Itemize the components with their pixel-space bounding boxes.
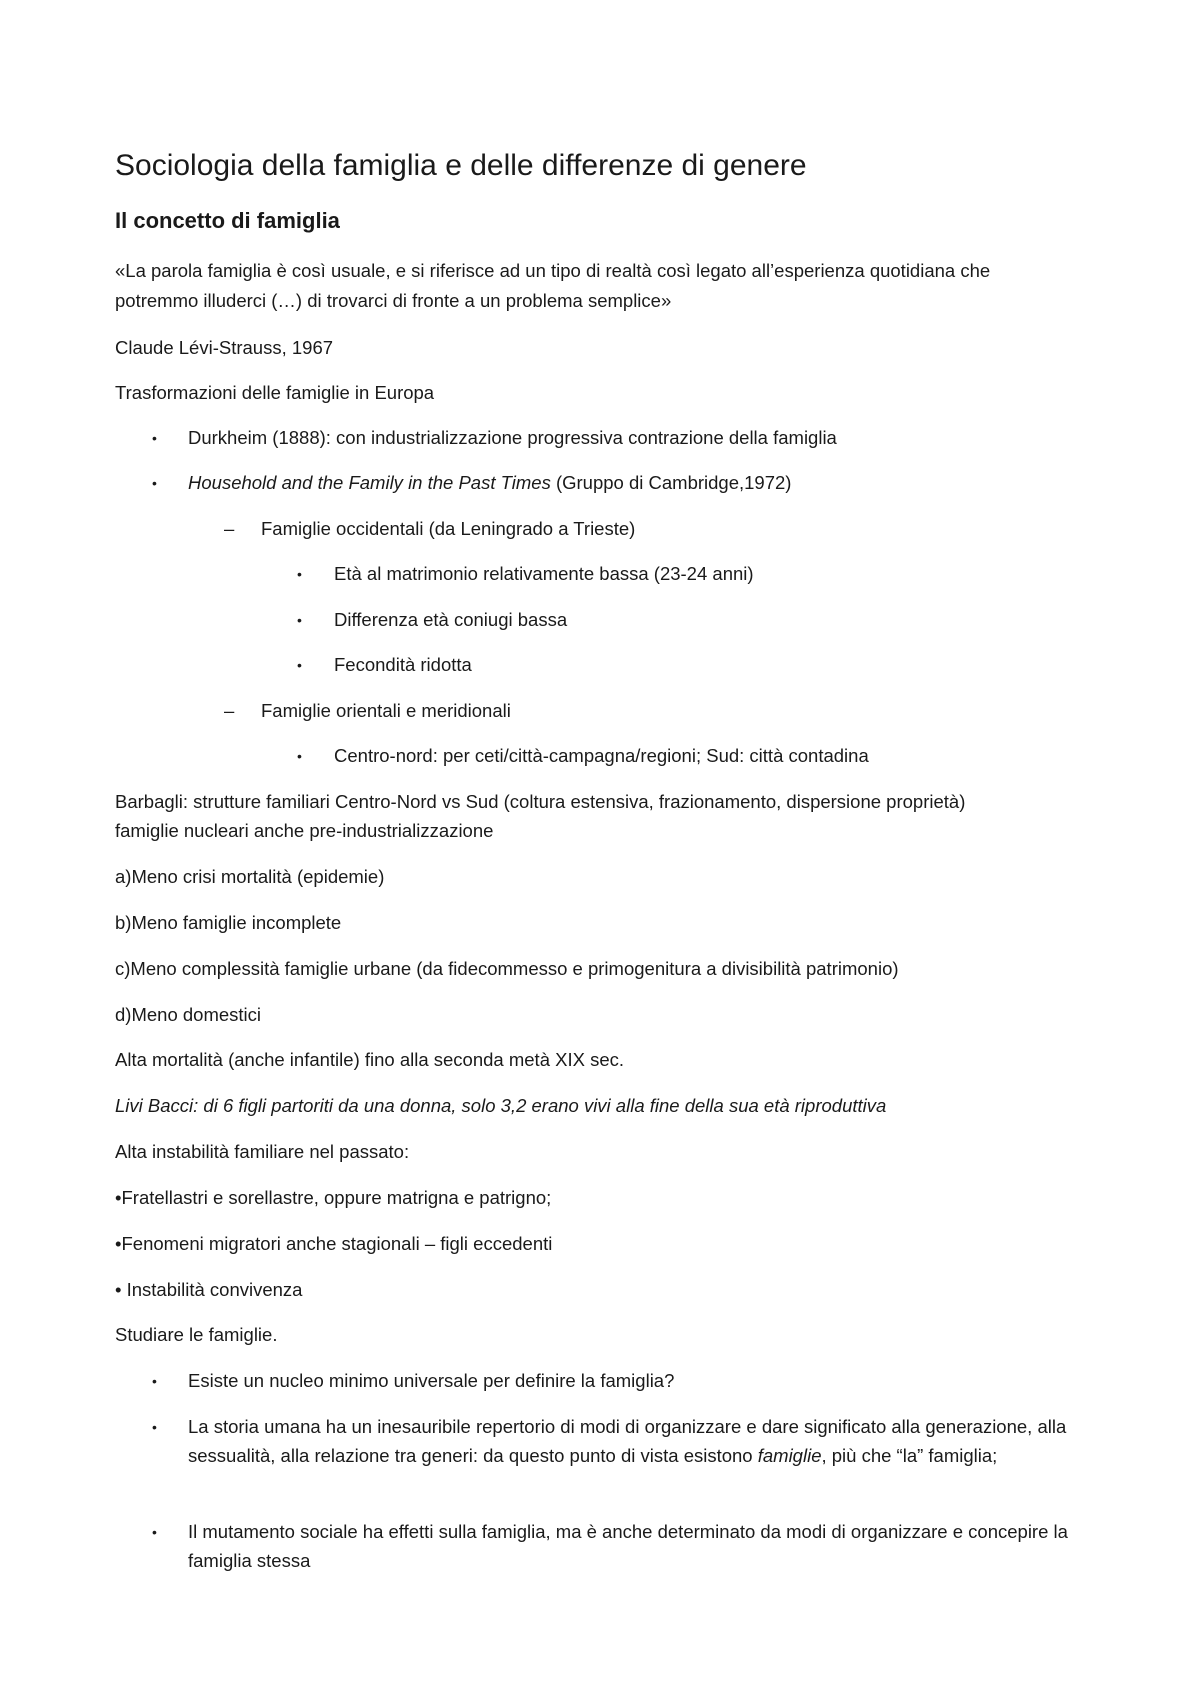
paragraph-alta-mortalita: Alta mortalità (anche infantile) fino alla seconda metà XIX sec. xyxy=(115,1049,625,1070)
q2-emphasis: famiglie xyxy=(757,1445,822,1466)
list-item-fratellastri: •Fratellastri e sorellastre, oppure matrigna e patrigno; xyxy=(115,1187,552,1208)
bullet-icon: • xyxy=(152,430,157,446)
section-heading: Il concetto di famiglia xyxy=(115,208,340,233)
list-item-d: d)Meno domestici xyxy=(115,1004,262,1025)
quote-line-2: potremmo illuderci (…) di trovarci di fronte a un problema semplice» xyxy=(115,290,672,311)
list-item-q2 xyxy=(188,1412,1098,1470)
q2-text: La storia umana ha un inesauribile repertorio di modi di organizzare e dare significato alla generazione, alla sessualità, alla relazione tra generi: da questo punto di vista esistono xyxy=(188,1416,1067,1466)
paragraph-instabilita: Alta instabilità familiare nel passato: xyxy=(115,1141,410,1162)
household-title: Household and the Family in the Past Times xyxy=(188,472,551,493)
page-title: Sociologia della famiglia e delle differenze di genere xyxy=(115,149,807,182)
list-item-c: c)Meno complessità famiglie urbane (da fidecommesso e primogenitura a divisibilità patrimonio) xyxy=(115,958,899,979)
list-item-occidentali: Famiglie occidentali (da Leningrado a Trieste) xyxy=(261,518,636,539)
list-item-household xyxy=(188,468,791,497)
list-item-eta-matrimonio: Età al matrimonio relativamente bassa (23-24 anni) xyxy=(334,563,754,584)
list-item-convivenza: • Instabilità convivenza xyxy=(115,1279,303,1300)
list-item-fenomeni: •Fenomeni migratori anche stagionali – figli eccedenti xyxy=(115,1233,553,1254)
bullet-icon: • xyxy=(297,657,302,673)
bullet-icon: • xyxy=(297,748,302,764)
paragraph-studiare: Studiare le famiglie. xyxy=(115,1324,278,1345)
bullet-icon: • xyxy=(152,1524,157,1540)
bullet-icon: • xyxy=(297,612,302,628)
paragraph-livi-bacci: Livi Bacci: di 6 figli partoriti da una donna, solo 3,2 erano vivi alla fine della sua età riproduttiva xyxy=(115,1095,887,1116)
household-source: (Gruppo di Cambridge,1972) xyxy=(550,472,792,493)
dash-icon: – xyxy=(224,700,235,721)
dash-icon: – xyxy=(224,518,235,539)
list-item-b: b)Meno famiglie incomplete xyxy=(115,912,342,933)
bullet-icon: • xyxy=(297,566,302,582)
bullet-icon: • xyxy=(152,1419,157,1435)
list-item-q3: Il mutamento sociale ha effetti sulla famiglia, ma è anche determinato da modi di organizzare e concepire la famiglia stessa xyxy=(188,1521,1068,1571)
list-item-differenza-eta: Differenza età coniugi bassa xyxy=(334,609,568,630)
paragraph-trasformazioni: Trasformazioni delle famiglie in Europa xyxy=(115,382,435,403)
bullet-icon: • xyxy=(152,475,157,491)
list-item-fecondita: Fecondità ridotta xyxy=(334,654,472,675)
paragraph-barbagli-1: Barbagli: strutture familiari Centro-Nord vs Sud (coltura estensiva, frazionamento, dispersione proprietà) xyxy=(115,791,966,812)
list-item-a: a)Meno crisi mortalità (epidemie) xyxy=(115,866,385,887)
list-item-centro-nord: Centro-nord: per ceti/città-campagna/regioni; Sud: città contadina xyxy=(334,745,869,766)
list-item-durkheim: Durkheim (1888): con industrializzazione progressiva contrazione della famiglia xyxy=(188,427,837,448)
quote-line-1: «La parola famiglia è così usuale, e si riferisce ad un tipo di realtà così legato all’esperienza quotidiana che xyxy=(115,260,991,281)
paragraph-barbagli-2: famiglie nucleari anche pre-industrializzazione xyxy=(115,820,494,841)
list-item-orientali: Famiglie orientali e meridionali xyxy=(261,700,511,721)
bullet-icon: • xyxy=(152,1373,157,1389)
list-item-q1: Esiste un nucleo minimo universale per definire la famiglia? xyxy=(188,1370,675,1391)
q2-tail: , più che “la” famiglia; xyxy=(821,1445,998,1466)
quote-author: Claude Lévi-Strauss, 1967 xyxy=(115,337,334,358)
